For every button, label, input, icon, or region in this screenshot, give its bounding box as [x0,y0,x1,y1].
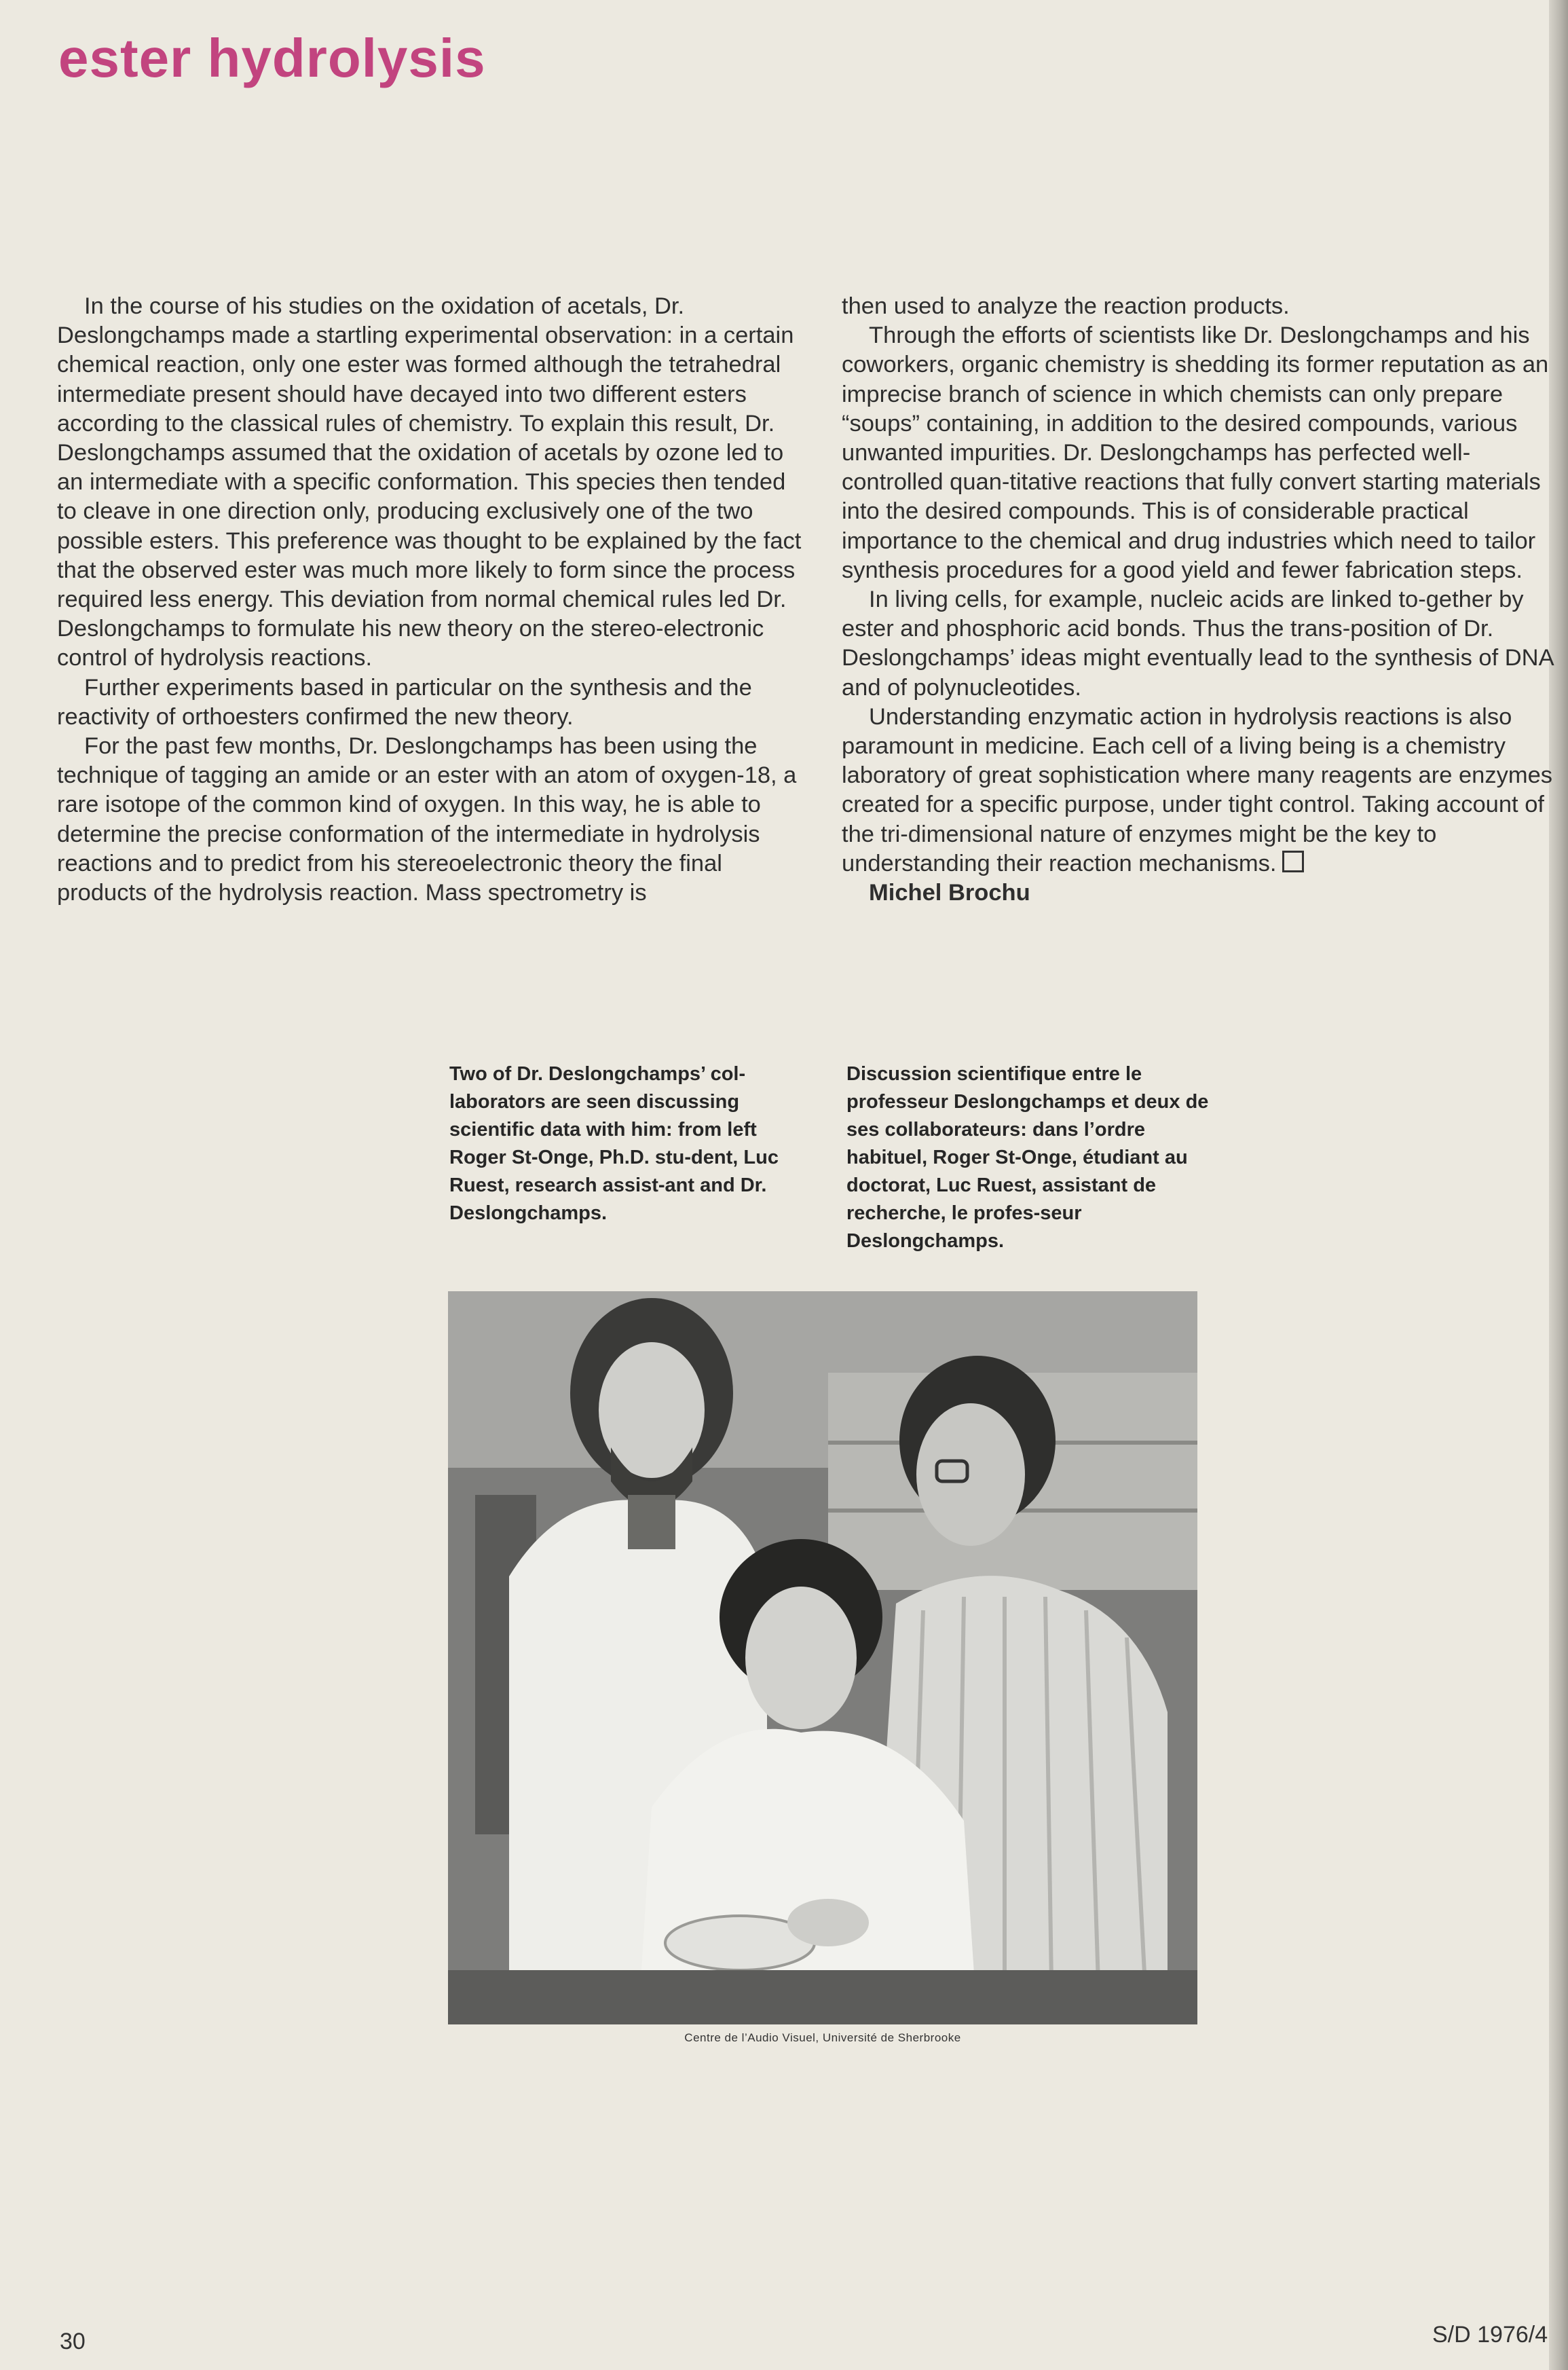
photo-illustration [448,1291,1197,2024]
article-headline: ester hydrolysis [58,28,486,88]
text-column-left [57,292,804,908]
paragraph [842,703,1561,878]
photo-caption-english: Two of Dr. Deslongchamps’ col-laborators are seen discussing scientific data with him: from left Roger St-Onge, Ph.D. stu-dent, Luc Ruest, research assist-ant and Dr. Deslongchamps. [449,1063,779,1224]
laboratory-photo [448,1291,1197,2024]
issue-label: S/D 1976/4 [1432,2322,1548,2348]
text-column-right [842,292,1561,908]
paragraph-text: Understanding enzymatic action in hydrolysis reactions is also paramount in medicine. Each cell of a living being is a chemistry laboratory of great sophistication where many reagents are enzymes created for a specific purpose, under tight control. Taking account of the tri-dimensional nature of enzymes might be the key to understanding their reaction mechanisms. [842,703,1553,876]
photo-credit: Centre de l’Audio Visuel, Université de Sherbrooke [684,2031,961,2044]
author-byline: Michel Brochu [869,880,1030,906]
paragraph: Further experiments based in particular on the synthesis and the reactivity of orthoesters confirmed the new theory. [57,674,752,730]
end-of-article-box-icon [1282,851,1304,872]
page-number: 30 [60,2329,86,2354]
paragraph: For the past few months, Dr. Deslongchamps has been using the technique of tagging an amide or an ester with an atom of oxygen-18, a rare isotope of the common kind of oxygen. In this way, he is able to determine the precise conformation of the intermediate in hydrolysis reactions and to predict from his stereoelectronic theory the final products of the hydrolysis reaction. Mass spectrometry is [57,733,797,906]
paragraph: Through the efforts of scientists like Dr. Deslongchamps and his coworkers, organic chemistry is shedding its former reputation as an imprecise branch of science in which chemists can only prepare “soups” containing, in addition to the desired compounds, various unwanted impurities. Dr. Deslongchamps has perfected well-controlled quan-titative reactions that fully convert starting materials into the desired compounds. This is of considerable practical importance to the chemical and drug industries which need to tailor synthesis procedures for a good yield and fewer fabrication steps. [842,322,1549,583]
paragraph: In the course of his studies on the oxidation of acetals, Dr. Deslongchamps made a startling experimental observation: in a certain chemical reaction, only one ester was formed although the tetrahedral intermediate present should have decayed into two different esters according to the classical rules of chemistry. To explain this result, Dr. Deslongchamps assumed that the oxidation of acetals by ozone led to an intermediate with a specific conformation. This species then tended to cleave in one direction only, producing exclusively one of the two possible esters. This preference was thought to be explained by the fact that the observed ester was much more likely to form since the process required less energy. This deviation from normal chemical rules led Dr. Deslongchamps to formulate his new theory on the stereo-electronic control of hydrolysis reactions. [57,293,802,671]
paragraph: In living cells, for example, nucleic acids are linked to-gether by ester and phosphoric acid bonds. Thus the trans-position of Dr. Deslongchamps’ ideas might eventually lead to the synthesis of DNA and of polynucleotides. [842,587,1553,701]
paragraph: then used to analyze the reaction products. [842,293,1290,319]
photo-caption-french: Discussion scientifique entre le professeur Deslongchamps et deux de ses collaborateurs: dans l’ordre habituel, Roger St-Onge, étudiant au doctorat, Luc Ruest, assistant de recherche, le profes-seur Deslongchamps. [846,1063,1209,1252]
